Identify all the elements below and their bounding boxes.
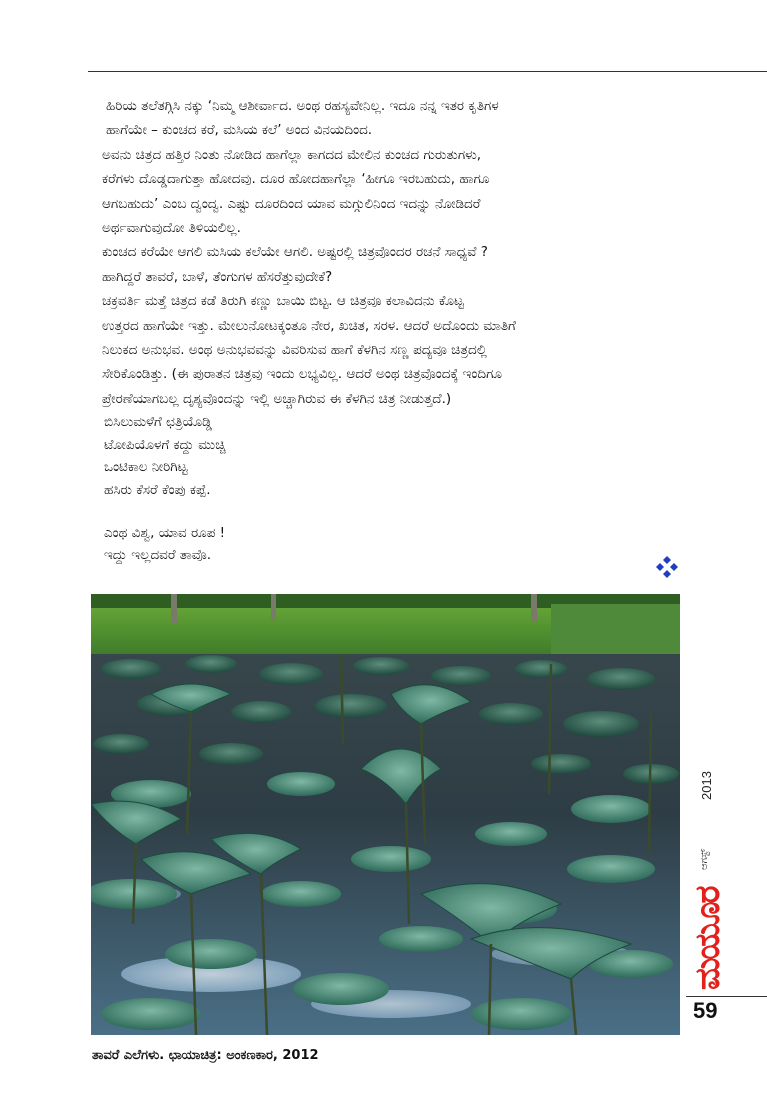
text-line: ಪ್ರೇರಣೆಯಾಗಬಲ್ಲ ದೃಶ್ಯವೊಂದನ್ನು ಇಲ್ಲಿ ಅಚ್ಚಾಗಿರುವ ಈ ಕೆಳಗಿನ ಚಿತ್ರ ನೀಡುತ್ತದೆ.)	[102, 390, 452, 407]
photo-caption: ತಾವರೆ ಎಲೆಗಳು. ಛಾಯಾಚಿತ್ರ: ಅಂಕಣಕಾರ, 2012	[92, 1048, 319, 1063]
poem-line: ಟೋಪಿಯೊಳಗೆ ಕದ್ದು ಮುಚ್ಚಿ	[104, 436, 226, 453]
closing-verse	[88, 522, 688, 567]
four-diamond-ornament-icon	[655, 555, 679, 579]
poem-line: ಹಸಿರು ಕೆಸರೆ ಕೆಂಪು ಕಪ್ಪೆ.	[104, 482, 211, 499]
text-line: ಹಿರಿಯ ತಲೆತಗ್ಗಿಸಿ ನಕ್ಕು ‘ನಿಮ್ಮ ಆಶೀರ್ವಾದ. ಅಂಥ ರಹಸ್ಯವೇನಿಲ್ಲ. ಇದೂ ನನ್ನ ಇತರ ಕೃತಿಗಳ	[106, 98, 499, 114]
poem-line: ಒಂಟಿಕಾಲ ನೀರಿಗಿಟ್ಟ	[104, 459, 188, 476]
magazine-title: ಮಯೂರ	[688, 887, 728, 990]
text-line: ಅರ್ಥವಾಗುವುದೋ ತಿಳಿಯಲಿಲ್ಲ.	[102, 220, 241, 237]
text-line: ಉತ್ತರದ ಹಾಗೆಯೇ ಇತ್ತು. ಮೇಲುನೋಟಕ್ಕಂತೂ ನೇರ, ಖಚಿತ, ಸರಳ. ಆದರೆ ಅದೊಂದು ಮಾತಿಗೆ	[102, 317, 516, 334]
closing-line: ಎಂಥ ವಿಶ್ವ, ಯಾವ ರೂಪ !	[104, 524, 226, 541]
text-line: ಹಾಗಿದ್ದರೆ ತಾವರೆ, ಬಾಳೆ, ತೆಂಗುಗಳ ಹೆಸರೆತ್ತುವುದೇಕೆ?	[102, 268, 333, 285]
paragraph	[88, 240, 688, 289]
paragraph	[88, 94, 688, 143]
top-rule	[88, 71, 767, 72]
article-body	[88, 94, 688, 567]
text-line: ಆಗಬಹುದು’ ಎಂಬ ದ್ವಂದ್ವ. ಎಷ್ಟು ದೂರದಿಂದ ಯಾವ ಮಗ್ಗುಲಿನಿಂದ ಇದನ್ನು ನೋಡಿದರೆ	[102, 195, 481, 212]
issue-year: 2013	[699, 771, 714, 800]
text-line: ಅವನು ಚಿತ್ರದ ಹತ್ತಿರ ನಿಂತು ನೋಡಿದ ಹಾಗೆಲ್ಲಾ ಕಾಗದದ ಮೇಲಿನ ಕುಂಚದ ಗುರುತುಗಳು,	[102, 146, 482, 163]
poem	[88, 411, 688, 501]
folio-rule	[686, 996, 767, 997]
text-line: ಸೇರಿಕೊಂಡಿತ್ತು. (ಈ ಪುರಾತನ ಚಿತ್ರವು ಇಂದು ಲಭ್ಯವಿಲ್ಲ. ಆದರೆ ಅಂಥ ಚಿತ್ರವೊಂದಕ್ಕೆ ಇಂದಿಗೂ	[102, 366, 503, 383]
paragraph	[88, 143, 688, 241]
closing-line: ಇದ್ದು ಇಲ್ಲದವರೆ ತಾವೊ.	[104, 547, 212, 564]
issue-month: ಆಗಸ್ಟ್	[699, 848, 710, 870]
lotus-leaves-photo	[91, 594, 680, 1035]
paragraph	[88, 289, 688, 411]
text-line: ಕುಂಚದ ಕರೆಯೇ ಆಗಲಿ ಮಸಿಯ ಕಲೆಯೇ ಆಗಲಿ. ಅಷ್ಟರಲ್ಲಿ ಚಿತ್ರವೊಂದರ ರಚನೆ ಸಾಧ್ಯವೆ ?	[102, 244, 488, 261]
text-line: ಕರೆಗಳು ದೊಡ್ಡದಾಗುತ್ತಾ ಹೋದವು. ದೂರ ಹೋದಹಾಗೆಲ್ಲಾ ‘ಹೀಗೂ ಇರಬಹುದು, ಹಾಗೂ	[102, 171, 490, 188]
poem-line: ಬಿಸಿಲುಮಳೆಗೆ ಛತ್ರಿಯೊಡ್ಡಿ	[104, 414, 213, 431]
text-line: ಹಾಗೆಯೇ – ಕುಂಚದ ಕರೆ, ಮಸಿಯ ಕಲೆ’ ಅಂದ ವಿನಯದಿಂದ.	[106, 122, 373, 139]
text-line: ಚಕ್ರವರ್ತಿ ಮತ್ತೆ ಚಿತ್ರದ ಕಡೆ ತಿರುಗಿ ಕಣ್ಣು ಬಾಯಿ ಬಿಟ್ಟ. ಆ ಚಿತ್ರವೂ ಕಲಾವಿದನು ಕೊಟ್ಟ	[102, 293, 464, 310]
text-line: ನಿಲುಕದ ಅನುಭವ. ಅಂಥ ಅನುಭವವನ್ನು ವಿವರಿಸುವ ಹಾಗೆ ಕೆಳಗಿನ ಸಣ್ಣ ಪದ್ಯವೂ ಚಿತ್ರದಲ್ಲಿ	[102, 342, 487, 359]
page-number: 59	[693, 998, 718, 1023]
